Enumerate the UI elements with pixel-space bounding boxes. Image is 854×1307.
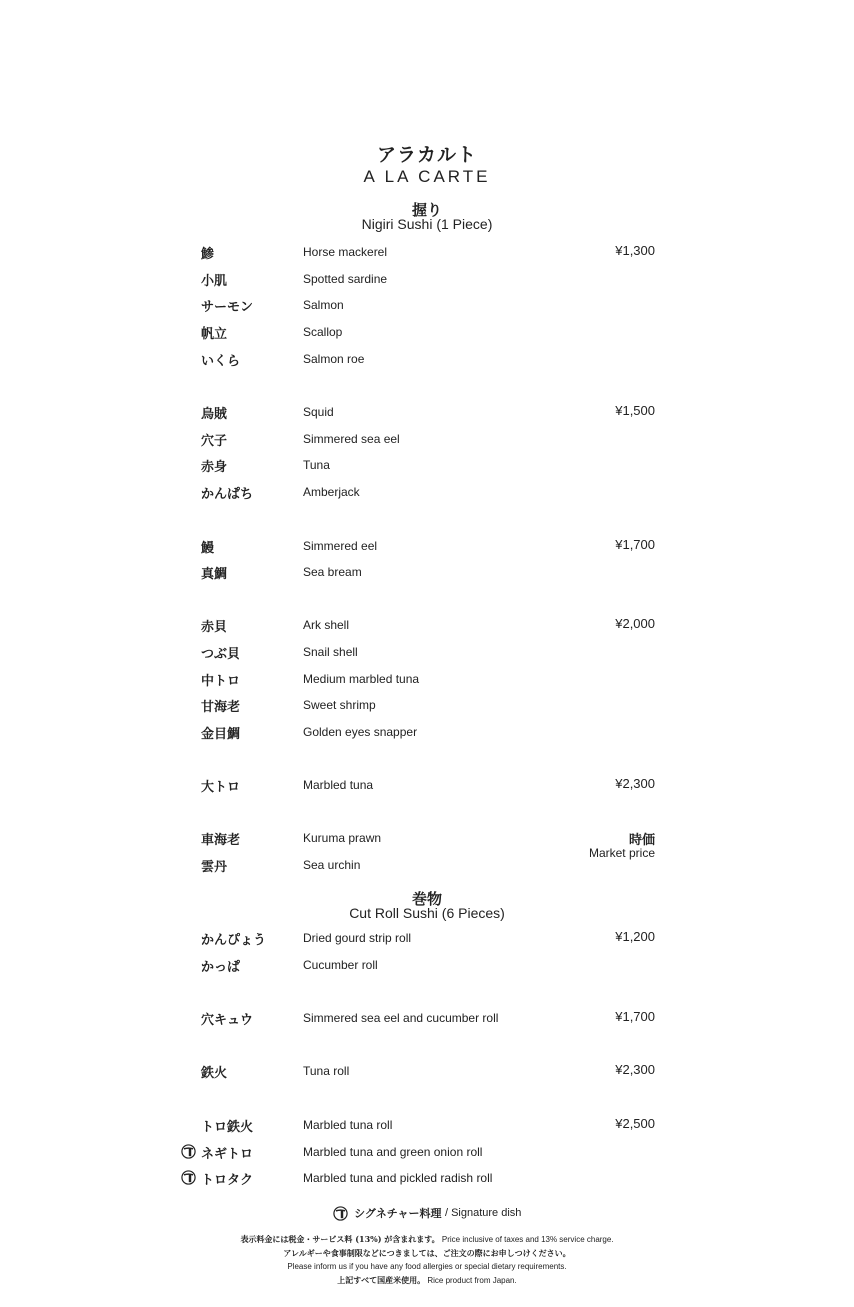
item-jp-name: トロタク <box>201 1173 254 1188</box>
item-price: ¥1,500 <box>615 403 655 418</box>
item-jp-name: トロ鉄火 <box>201 1120 254 1135</box>
item-jp-name: 真鯛 <box>201 567 228 582</box>
menu-item <box>0 323 854 345</box>
item-en-name: Simmered eel <box>303 539 378 553</box>
item-jp-name: 帆立 <box>201 327 228 342</box>
item-en-name: Marbled tuna and green onion roll <box>303 1145 483 1159</box>
rice-note-jp: 上記すべて国産米使用。 <box>337 1275 426 1285</box>
market-price-en: Market price <box>588 846 655 860</box>
menu-item <box>0 776 854 798</box>
menu-item <box>0 929 854 951</box>
menu-item <box>0 1062 854 1084</box>
item-jp-name: 中トロ <box>201 674 241 689</box>
item-price: ¥1,300 <box>615 243 655 258</box>
item-jp-name: 雲丹 <box>201 860 228 875</box>
legend-en: / Signature dish <box>444 1207 522 1219</box>
item-en-name: Simmered sea eel <box>303 432 400 446</box>
item-jp-name: 烏賊 <box>201 407 228 422</box>
item-jp-name: サーモン <box>201 300 254 315</box>
item-jp-name: 小肌 <box>201 274 228 289</box>
item-price: ¥1,700 <box>615 1009 655 1024</box>
item-en-name: Sea bream <box>303 565 362 579</box>
menu-item <box>0 643 854 665</box>
item-en-name: Cucumber roll <box>303 958 378 972</box>
item-jp-name: 鉄火 <box>201 1066 228 1081</box>
signature-legend <box>0 1205 854 1221</box>
item-en-name: Salmon <box>303 298 344 312</box>
item-en-name: Dried gourd strip roll <box>303 931 412 945</box>
item-price: ¥2,500 <box>615 1116 655 1131</box>
item-price: ¥2,300 <box>615 1062 655 1077</box>
rice-note <box>0 1275 854 1286</box>
item-jp-name: 赤貝 <box>201 620 228 635</box>
item-jp-name: 車海老 <box>201 833 241 848</box>
item-en-name: Medium marbled tuna <box>303 672 420 686</box>
item-jp-name: ネギトロ <box>201 1147 254 1162</box>
legend-jp: シグネチャー料理 <box>354 1207 442 1220</box>
item-jp-name: かっぱ <box>201 960 241 975</box>
item-en-name: Marbled tuna roll <box>303 1118 393 1132</box>
menu-item <box>0 456 854 478</box>
item-en-name: Marbled tuna and pickled radish roll <box>303 1171 493 1185</box>
maki-title-jp: 巻物 <box>411 890 442 908</box>
menu-item <box>0 403 854 425</box>
menu-item <box>0 670 854 692</box>
item-jp-name: 鯵 <box>201 247 215 262</box>
item-en-name: Ark shell <box>303 618 350 632</box>
item-jp-name: かんぴょう <box>201 933 267 948</box>
item-jp-name: 金目鯛 <box>201 727 241 742</box>
menu-title-en: A LA CARTE <box>363 167 491 186</box>
menu-item <box>0 243 854 265</box>
item-jp-name: 穴キュウ <box>201 1013 254 1028</box>
item-en-name: Tuna <box>303 458 330 472</box>
rice-note-en: Rice product from Japan. <box>427 1276 517 1285</box>
allergy-note-en-text: Please inform us if you have any food allergies or special dietary requirements. <box>287 1262 567 1271</box>
signature-dish-icon <box>333 1206 348 1221</box>
item-en-name: Scallop <box>303 325 343 339</box>
item-jp-name: 甘海老 <box>201 700 241 715</box>
menu-item <box>0 1116 854 1138</box>
item-jp-name: かんぱち <box>201 487 254 502</box>
menu-item <box>0 270 854 292</box>
item-en-name: Sweet shrimp <box>303 698 376 712</box>
item-en-name: Amberjack <box>303 485 360 499</box>
item-jp-name: 大トロ <box>201 780 241 795</box>
item-price: ¥1,200 <box>615 929 655 944</box>
menu-item <box>0 723 854 745</box>
menu-item <box>0 956 854 978</box>
item-en-name: Salmon roe <box>303 352 365 366</box>
menu-item <box>0 856 854 878</box>
item-jp-name: 穴子 <box>201 434 228 449</box>
item-price: ¥2,300 <box>615 776 655 791</box>
tax-note <box>0 1234 854 1245</box>
menu-item <box>0 537 854 559</box>
menu-item <box>0 696 854 718</box>
menu-item <box>0 616 854 638</box>
signature-dish-icon <box>181 1170 196 1185</box>
item-en-name: Spotted sardine <box>303 272 388 286</box>
item-en-name: Marbled tuna <box>303 778 374 792</box>
market-price <box>589 829 655 860</box>
allergy-note-jp-text: アレルギーや食事制限などにつきましては、ご注文の際にお申しつけください。 <box>283 1248 571 1258</box>
item-price: ¥1,700 <box>615 537 655 552</box>
tax-note-en: Price inclusive of taxes and 13% service charge. <box>441 1235 614 1244</box>
item-jp-name: いくら <box>201 354 241 369</box>
item-en-name: Snail shell <box>303 645 358 659</box>
tax-note-jp: 表示料金には税金・サービス料 (13%) が含まれます。 <box>240 1234 440 1244</box>
allergy-note-en <box>0 1262 854 1271</box>
menu-item <box>0 1143 854 1165</box>
menu-item <box>0 296 854 318</box>
item-jp-name: 赤身 <box>201 460 228 475</box>
item-en-name: Golden eyes snapper <box>303 725 418 739</box>
item-en-name: Sea urchin <box>303 858 361 872</box>
menu-title-jp: アラカルト <box>376 144 477 166</box>
maki-title-en: Cut Roll Sushi (6 Pieces) <box>349 905 505 921</box>
item-jp-name: 鰻 <box>201 541 215 556</box>
market-price-jp: 時価 <box>628 833 655 848</box>
item-en-name: Simmered sea eel and cucumber roll <box>303 1011 499 1025</box>
item-jp-name: つぶ貝 <box>201 647 241 662</box>
allergy-note-jp <box>0 1248 854 1259</box>
menu-item <box>0 350 854 372</box>
nigiri-title-en: Nigiri Sushi (1 Piece) <box>361 216 493 232</box>
item-en-name: Tuna roll <box>303 1064 350 1078</box>
menu-item <box>0 563 854 585</box>
menu-item <box>0 430 854 452</box>
item-en-name: Squid <box>303 405 334 419</box>
menu-item <box>0 1009 854 1031</box>
item-en-name: Kuruma prawn <box>303 831 382 845</box>
menu-item <box>0 1169 854 1191</box>
nigiri-title-jp: 握り <box>411 201 442 219</box>
item-en-name: Horse mackerel <box>303 245 388 259</box>
signature-dish-icon <box>181 1144 196 1159</box>
item-price: ¥2,000 <box>615 616 655 631</box>
menu-item <box>0 483 854 505</box>
menu-item <box>0 829 854 851</box>
